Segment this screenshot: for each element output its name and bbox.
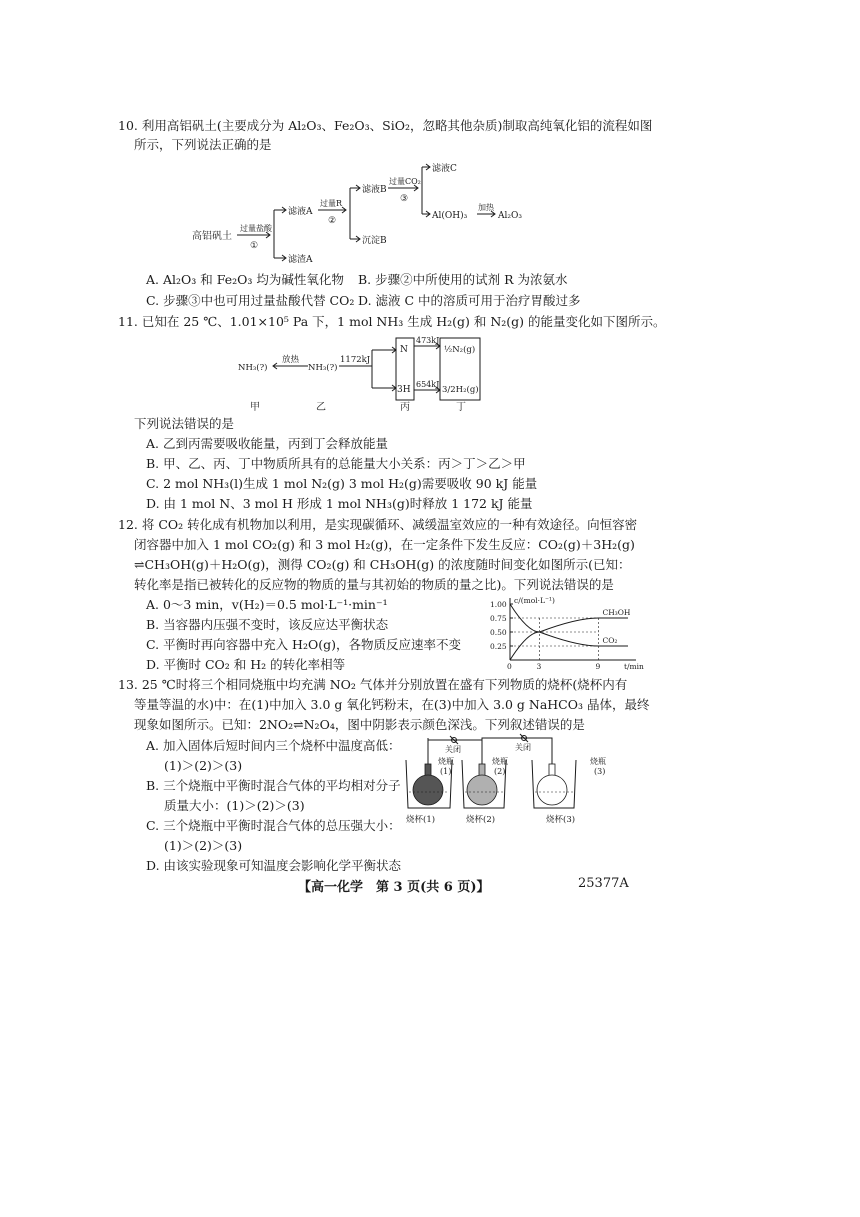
q13-option-c-line2: (1)＞(2)＞(3)	[164, 838, 243, 853]
q10-option-c: C. 步骤③中也可用过量盐酸代替 CO₂	[146, 293, 355, 308]
q12-stem-line3: ⇌CH₃OH(g)＋H₂O(g)，测得 CO₂(g) 和 CH₃OH(g) 的浓度随时间变化如图所示(已知：	[134, 557, 631, 572]
q10-option-b: B. 步骤②中所使用的试剂 R 为浓氨水	[358, 272, 568, 287]
flow-s3-num: ③	[400, 194, 409, 204]
flow-s2-reagent: 过量R	[320, 199, 343, 208]
label-closed-1: 关闭	[445, 745, 461, 754]
flow-s1-reagent: 过量盐酸	[240, 224, 272, 233]
q13-option-b-line2: 质量大小：(1)＞(2)＞(3)	[164, 798, 305, 813]
q13-option-a-line1: A. 加入固体后短时间内三个烧杯中温度高低：	[146, 738, 401, 753]
q13-option-d: D. 由该实验现象可知温度会影响化学平衡状态	[146, 858, 402, 873]
q12-stem-line1: 12. 将 CO₂ 转化成有机物加以利用，是实现碳循环、减缓温室效应的一种有效途径。向恒容密	[118, 517, 638, 532]
q12-stem-line2: 闭容器中加入 1 mol CO₂(g) 和 3 mol H₂(g)，在一定条件下发生反应：CO₂(g)＋3H₂(g)	[134, 537, 635, 552]
q12-option-c: C. 平衡时再向容器中充入 H₂O(g)，各物质反应速率不变	[146, 637, 461, 652]
q13-flask-figure	[398, 730, 620, 826]
q12-option-b: B. 当容器内压强不变时，该反应达平衡状态	[146, 617, 389, 632]
x-tick-label: 9	[595, 662, 601, 671]
q13-option-b-line1: B. 三个烧瓶中平衡时混合气体的平均相对分子	[146, 778, 401, 793]
q13-stem-line1: 13. 25 ℃时将三个相同烧瓶中均充满 NO₂ 气体并分别放置在盛有下列物质的烧杯(烧杯内有	[118, 677, 628, 692]
x-tick-label: 3	[536, 662, 542, 671]
label-jia: 甲	[250, 402, 260, 413]
y-tick-label: 0.25	[490, 642, 507, 651]
q11-stem: 11. 已知在 25 ℃、1.01×10⁵ Pa 下，1 mol NH₃ 生成 H₂(g) 和 N₂(g) 的能量变化如下图所示。	[118, 314, 666, 329]
flow-start: 高铝矾土	[192, 231, 232, 242]
flow-filtrate-c: 滤液C	[432, 164, 457, 174]
q10-stem-line2: 所示，下列说法正确的是	[134, 137, 272, 152]
q13-option-c-line1: C. 三个烧瓶中平衡时混合气体的总压强大小：	[146, 818, 401, 833]
q11-option-b: B. 甲、乙、丙、丁中物质所具有的总能量大小关系：丙＞丁＞乙＞甲	[146, 456, 526, 471]
q11-option-c: C. 2 mol NH₃(l)生成 1 mol N₂(g) 3 mol H₂(g)需要吸收 90 kJ 能量	[146, 476, 538, 491]
release-label: 放热	[282, 355, 300, 365]
label-beaker-3: 烧杯(3)	[546, 815, 576, 825]
q10-stem-line1: 10. 利用高铝矾土(主要成分为 Al₂O₃、Fe₂O₃、SiO₂，忽略其他杂质)制取高纯氧化铝的流程如图	[118, 118, 653, 133]
q13-option-a-line2: (1)＞(2)＞(3)	[164, 758, 243, 773]
flow-filtrate-b: 滤液B	[362, 185, 387, 195]
flask-1	[413, 764, 443, 805]
flow-al2o3: Al₂O₃	[498, 211, 522, 221]
label-flask-3-num: (3)	[594, 767, 606, 776]
label-closed-2: 关闭	[515, 743, 531, 752]
q11-energy-diagram	[236, 332, 506, 416]
atom-3h: 3H	[397, 385, 411, 395]
energy-1172: 1172kJ	[340, 355, 371, 365]
q12-option-d: D. 平衡时 CO₂ 和 H₂ 的转化率相等	[146, 657, 346, 672]
q10-option-d: D. 滤液 C 中的溶质可用于治疗胃酸过多	[358, 293, 581, 308]
product-h2: 3/2H₂(g)	[442, 385, 479, 395]
atom-n: N	[400, 345, 408, 355]
exam-code: 25377A	[578, 876, 629, 891]
energy-654: 654kJ	[416, 380, 440, 389]
series-label-ch3oh: CH₃OH	[602, 608, 631, 617]
q10-option-a: A. Al₂O₃ 和 Fe₂O₃ 均为碱性氧化物	[146, 272, 344, 287]
q11-option-a: A. 乙到丙需要吸收能量，丙到丁会释放能量	[146, 436, 388, 451]
product-n2: ½N₂(g)	[444, 345, 476, 355]
flow-precipitate-b: 沉淀B	[362, 236, 387, 246]
label-yi: 乙	[316, 402, 326, 413]
y-axis-label: c/(mol·L⁻¹)	[514, 596, 555, 605]
flow-residue-a: 滤渣A	[288, 255, 313, 265]
y-tick-label: 0.50	[490, 628, 507, 637]
label-flask-3: 烧瓶	[590, 757, 606, 766]
nh3-mid: NH₃(?)	[308, 363, 338, 373]
q12-stem-line4: 转化率是指已被转化的反应物的物质的量与其初始的物质的量之比)。下列说法错误的是	[134, 577, 614, 592]
y-tick-label: 0.75	[490, 614, 507, 623]
flow-s3-reagent: 过量CO₂	[389, 177, 421, 186]
x-tick-label: 0	[507, 662, 512, 671]
flask-3	[537, 764, 567, 805]
energy-473: 473kJ	[416, 336, 440, 345]
q11-prompt: 下列说法错误的是	[134, 416, 235, 431]
nh3-left: NH₃(?)	[238, 363, 268, 373]
x-axis-label: t/min	[624, 662, 644, 671]
q12-option-a: A. 0～3 min，v(H₂)＝0.5 mol·L⁻¹·min⁻¹	[146, 597, 388, 612]
label-flask-2-num: (2)	[494, 767, 506, 776]
flow-aloh3: Al(OH)₃	[432, 211, 468, 221]
page-footer: 【高一化学 第 3 页(共 6 页)】	[298, 880, 490, 895]
flow-s2-num: ②	[328, 216, 337, 226]
label-flask-2: 烧瓶	[492, 757, 508, 766]
flow-heat: 加热	[478, 203, 494, 212]
y-tick-label: 1.00	[490, 600, 507, 609]
label-beaker-2: 烧杯(2)	[466, 815, 496, 825]
q13-stem-line3: 现象如图所示。已知：2NO₂⇌N₂O₄，图中阴影表示颜色深浅。下列叙述错误的是	[134, 717, 585, 732]
q11-option-d: D. 由 1 mol N、3 mol H 形成 1 mol NH₃(g)时释放 1 172 kJ 能量	[146, 496, 533, 511]
series-label-co2: CO₂	[602, 636, 618, 645]
q13-stem-line2: 等量等温的水)中：在(1)中加入 3.0 g 氧化钙粉末，在(3)中加入 3.0 g NaHCO₃ 晶体，最终	[134, 697, 650, 712]
q10-flow-diagram	[190, 155, 570, 270]
flow-filtrate-a: 滤液A	[288, 207, 313, 217]
flow-s1-num: ①	[250, 241, 259, 251]
label-beaker-1: 烧杯(1)	[406, 815, 436, 825]
q12-concentration-chart	[488, 594, 648, 672]
flask-2	[467, 764, 497, 805]
label-flask-1: 烧瓶	[438, 757, 454, 766]
label-ding: 丁	[456, 402, 466, 413]
label-flask-1-num: (1)	[440, 767, 452, 776]
label-bing: 丙	[400, 402, 410, 413]
